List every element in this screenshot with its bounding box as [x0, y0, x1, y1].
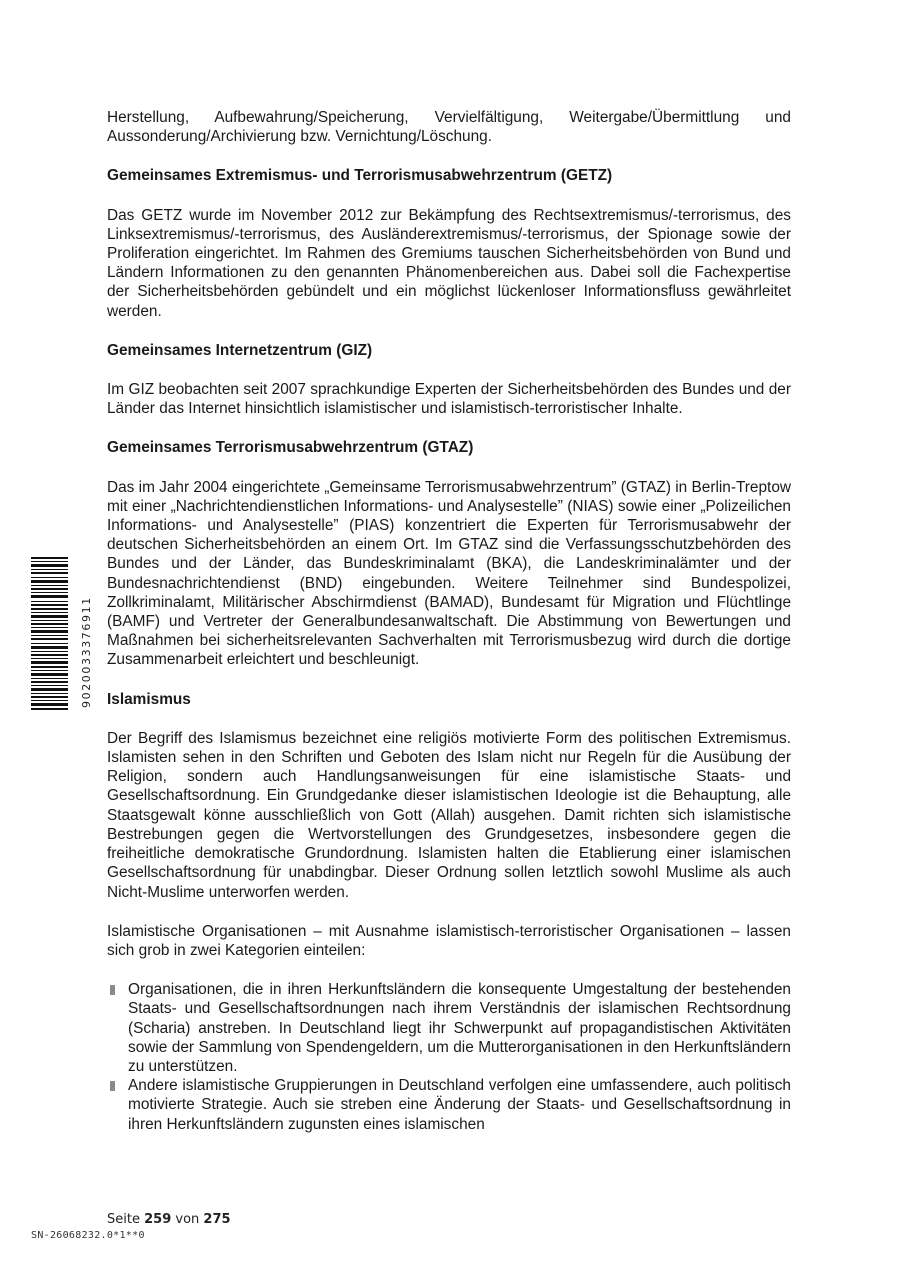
getz-heading: Gemeinsames Extremismus- und Terrorismusabwehrzentrum (GETZ) — [107, 167, 613, 185]
list-item-text: Andere islamistische Gruppierungen in Deutschland verfolgen eine umfassendere, auch politisch motivierte Strategie. Auch sie streben eine Änderung der Staats- und Gesellschaftsordnung in ihren Herkunftsländern zugunsten eines islamischen — [128, 1077, 791, 1133]
giz-heading: Gemeinsames Internetzentrum (GIZ) — [107, 341, 373, 359]
gtaz-heading: Gemeinsames Terrorismusabwehrzentrum (GTAZ) — [107, 439, 474, 457]
barcode-number — [68, 558, 93, 708]
footer-prefix: Seite — [107, 1212, 140, 1227]
gtaz-paragraph: Das im Jahr 2004 eingerichtete „Gemeinsame Terrorismusabwehrzentrum” (GTAZ) in Berlin-Treptow mit einer „Nachrichtendienstlichen Informations- und Analysestelle” (NIAS) sowie einer „Polizeilichen Informations- und Analysestelle” (PIAS) konzentriert die Experten für Terrorismusabwehr der deutschen Sicherheitsbehörden an einem Ort. Im GTAZ sind die Verfassungsschutzbehörden des Bundes und der Länder, das Bundeskriminalamt (BKA), die Landeskriminalämter und der Bundesnachrichtendienst (BND) eingebunden. Weitere Teilnehmer sind Bundespolizei, Zollkriminalamt, Militärischer Abschirmdienst (BAMAD), Bundesamt für Migration und Flüchtlinge (BAMF) und Vertreter der Generalbundesanwaltschaft. Die Abstimmung von Bewertungen und Maßnahmen bei sicherheitsrelevanten Sachverhalten mit Terrorismusbezug wird durch die dortige Zusammenarbeit erleichtert und beschleunigt. — [107, 478, 791, 669]
footer-page-total: 275 — [203, 1212, 231, 1227]
islamismus-paragraph-1: Der Begriff des Islamismus bezeichnet eine religiös motivierte Form des politischen Extremismus. Islamisten sehen in den Schriften und Geboten des Islam nicht nur Regeln für die Ausübung der Religion, sondern auch Handlungsanweisungen für eine islamistische Staats- und Gesellschaftsordnung. Ein Grundgedanke dieser islamistischen Ideologie ist die Behauptung, alle Staatsgewalt könne ausschließlich von Gott (Allah) ausgehen. Damit richten sich islamistische Bestrebungen gegen die Wertvorstellungen des Grundgesetzes, insbesondere gegen die freiheitliche demokratische Grundordnung. Islamisten halten die Etablierung einer islamischen Gesellschaftsordnung für unabdingbar. Dieser Ordnung sollen letztlich sowohl Muslime als auch Nicht-Muslime unterworfen werden. — [107, 729, 791, 901]
document-code: SN-26068232.0*1**0 — [31, 1230, 145, 1241]
list-item-text: Organisationen, die in ihren Herkunftsländern die konsequente Umgestaltung der bestehenden Staats- und Gesellschaftsordnungen nach ihrem Verständnis der islamischen Rechtsordnung (Scharia) anstreben. In Deutschland liegt ihr Schwerpunkt auf propagandistischen Aktivitäten sowie der Sammlung von Spendengeldern, um die Mutterorganisationen in den Herkunftsländern zu unterstützen. — [128, 981, 791, 1075]
square-bullet-icon — [110, 985, 115, 995]
giz-paragraph: Im GIZ beobachten seit 2007 sprachkundige Experten der Sicherheitsbehörden des Bundes und der Länder das Internet hinsichtlich islamistischer und islamistisch-terroristischer Inhalte. — [107, 381, 791, 418]
islamismus-paragraph-2: Islamistische Organisationen – mit Ausnahme islamistisch-terroristischer Organisationen – lassen sich grob in zwei Kategorien einteilen: — [107, 922, 791, 959]
footer-page-number: 259 — [144, 1212, 172, 1227]
intro-paragraph: Herstellung, Aufbewahrung/Speicherung, Vervielfältigung, Weitergabe/Übermittlung und Aussonderung/Archivierung bzw. Vernichtung/Löschung. — [107, 109, 791, 146]
islamismus-heading: Islamismus — [107, 690, 191, 708]
page-footer — [107, 1212, 231, 1227]
list-item — [107, 1076, 791, 1134]
getz-paragraph: Das GETZ wurde im November 2012 zur Bekämpfung des Rechtsextremismus/-terrorismus, des Linksextremismus/-terrorismus, des Ausländerextremismus/-terrorismus, der Spionage sowie der Proliferation eingerichtet. Im Rahmen des Gremiums tauschen Sicherheitsbehörden von Bund und Ländern Informationen zu den genannten Phänomenbereichen aus. Dabei soll die Fachexpertise der Sicherheitsbehörden gebündelt und ein möglichst lückenloser Informationsfluss gewährleitet werden. — [107, 206, 791, 320]
square-bullet-icon — [110, 1081, 115, 1091]
barcode-number-text: 9020033376911 — [80, 596, 93, 708]
barcode-image — [31, 555, 71, 715]
footer-middle: von — [175, 1212, 200, 1227]
category-list — [107, 980, 791, 1134]
list-item — [107, 980, 791, 1076]
document-body — [107, 108, 791, 1134]
